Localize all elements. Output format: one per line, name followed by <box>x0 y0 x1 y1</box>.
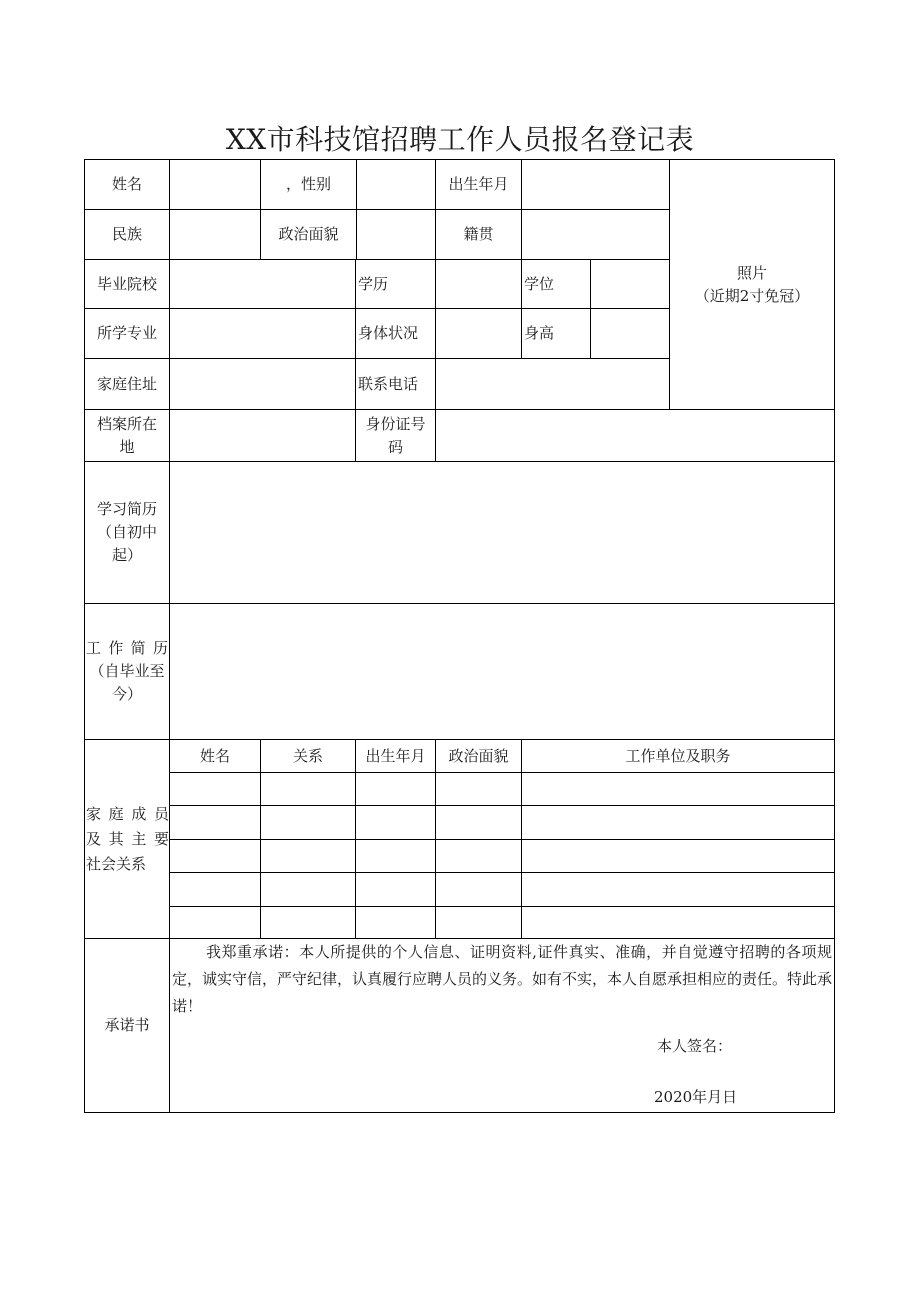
family-row-2-name[interactable] <box>169 805 261 839</box>
family-row-2-employer[interactable] <box>521 805 835 839</box>
family-row-2-birth[interactable] <box>355 805 436 839</box>
major-label: 所学专业 <box>84 308 170 359</box>
education-label: 学历 <box>355 259 436 309</box>
family-row-1-relation[interactable] <box>260 772 356 806</box>
family-row-5-political[interactable] <box>435 906 522 939</box>
work-history-label-note: （自毕业至今） <box>89 662 165 703</box>
family-row-3-name[interactable] <box>169 839 261 873</box>
family-row-3-political[interactable] <box>435 839 522 873</box>
family-row-5-birth[interactable] <box>355 906 436 939</box>
phone-value[interactable] <box>435 358 670 410</box>
family-row-1-political[interactable] <box>435 772 522 806</box>
family-row-5-employer[interactable] <box>521 906 835 939</box>
family-row-1-name[interactable] <box>169 772 261 806</box>
family-col-birth: 出生年月 <box>355 739 436 773</box>
signature-label[interactable]: 本人签名： <box>657 1037 733 1055</box>
address-label: 家庭住址 <box>84 358 170 410</box>
family-row-3-birth[interactable] <box>355 839 436 873</box>
gender-label: ，性别 <box>260 159 357 210</box>
birth-value[interactable] <box>521 159 670 210</box>
phone-label: 联系电话 <box>355 358 436 410</box>
family-row-4-birth[interactable] <box>355 872 436 906</box>
family-label-line1: 家庭成员 <box>86 804 169 823</box>
family-row-4-name[interactable] <box>169 872 261 906</box>
family-row-4-relation[interactable] <box>260 872 356 906</box>
family-row-4-political[interactable] <box>435 872 522 906</box>
photo-label: 照片 <box>736 263 767 282</box>
birth-label: 出生年月 <box>435 159 522 210</box>
family-row-5-name[interactable] <box>169 906 261 939</box>
political-value[interactable] <box>356 209 436 260</box>
school-value[interactable] <box>169 259 356 309</box>
pledge-box <box>169 938 835 1113</box>
family-row-1-birth[interactable] <box>355 772 436 806</box>
photo-box[interactable] <box>669 159 835 410</box>
study-history-value[interactable] <box>169 461 835 604</box>
height-value[interactable] <box>590 308 670 359</box>
ethnicity-value[interactable] <box>169 209 261 260</box>
pledge-label: 承诺书 <box>84 938 170 1113</box>
form-title: XX市科技馆招聘工作人员报名登记表 <box>225 123 695 156</box>
archive-location-value[interactable] <box>169 409 356 462</box>
work-history-label-main: 工作简历 <box>86 639 168 657</box>
health-value[interactable] <box>435 308 522 359</box>
school-label: 毕业院校 <box>84 259 170 309</box>
family-col-relation: 关系 <box>260 739 356 773</box>
family-row-2-political[interactable] <box>435 805 522 839</box>
degree-value[interactable] <box>590 259 670 309</box>
registration-form-table <box>85 160 835 1114</box>
major-value[interactable] <box>169 308 356 359</box>
family-row-4-employer[interactable] <box>521 872 835 906</box>
family-col-employer: 工作单位及职务 <box>521 739 835 773</box>
family-label-line2: 及其主要 <box>86 829 169 848</box>
ethnicity-label: 民族 <box>84 209 170 260</box>
name-label: 姓名 <box>84 159 170 210</box>
family-label-line3: 社会关系 <box>86 854 147 873</box>
work-history-value[interactable] <box>169 603 835 740</box>
archive-location-label: 档案所在地 <box>84 409 170 462</box>
family-row-2-relation[interactable] <box>260 805 356 839</box>
degree-label: 学位 <box>521 259 591 309</box>
native-place-value[interactable] <box>521 209 670 260</box>
family-row-3-relation[interactable] <box>260 839 356 873</box>
family-members-label <box>84 739 170 939</box>
family-col-political: 政治面貌 <box>435 739 522 773</box>
native-place-label: 籍贯 <box>435 209 522 260</box>
signature-date: 2020年月日 <box>654 1088 738 1106</box>
education-value[interactable] <box>435 259 522 309</box>
photo-spec: （近期2寸免冠） <box>694 286 810 305</box>
gender-value[interactable] <box>356 159 436 210</box>
height-label: 身高 <box>521 308 591 359</box>
work-history-label <box>84 603 170 740</box>
family-row-3-employer[interactable] <box>521 839 835 873</box>
family-col-name: 姓名 <box>169 739 261 773</box>
family-row-5-relation[interactable] <box>260 906 356 939</box>
id-number-value[interactable] <box>435 409 835 462</box>
id-number-label: 身份证号码 <box>355 409 436 462</box>
study-history-label: 学习简历（自初中起） <box>84 461 170 604</box>
name-value[interactable] <box>169 159 261 210</box>
health-label: 身体状况 <box>355 308 436 359</box>
pledge-text: 我郑重承诺：本人所提供的个人信息、证明资料,证件真实、准确，并自觉遵守招聘的各项规定，诚实守信，严守纪律，认真履行应聘人员的义务。如有不实，本人自愿承担相应的责任。特此承诺！ <box>172 943 833 1015</box>
address-value[interactable] <box>169 358 356 410</box>
family-row-1-employer[interactable] <box>521 772 835 806</box>
political-label: 政治面貌 <box>260 209 357 260</box>
